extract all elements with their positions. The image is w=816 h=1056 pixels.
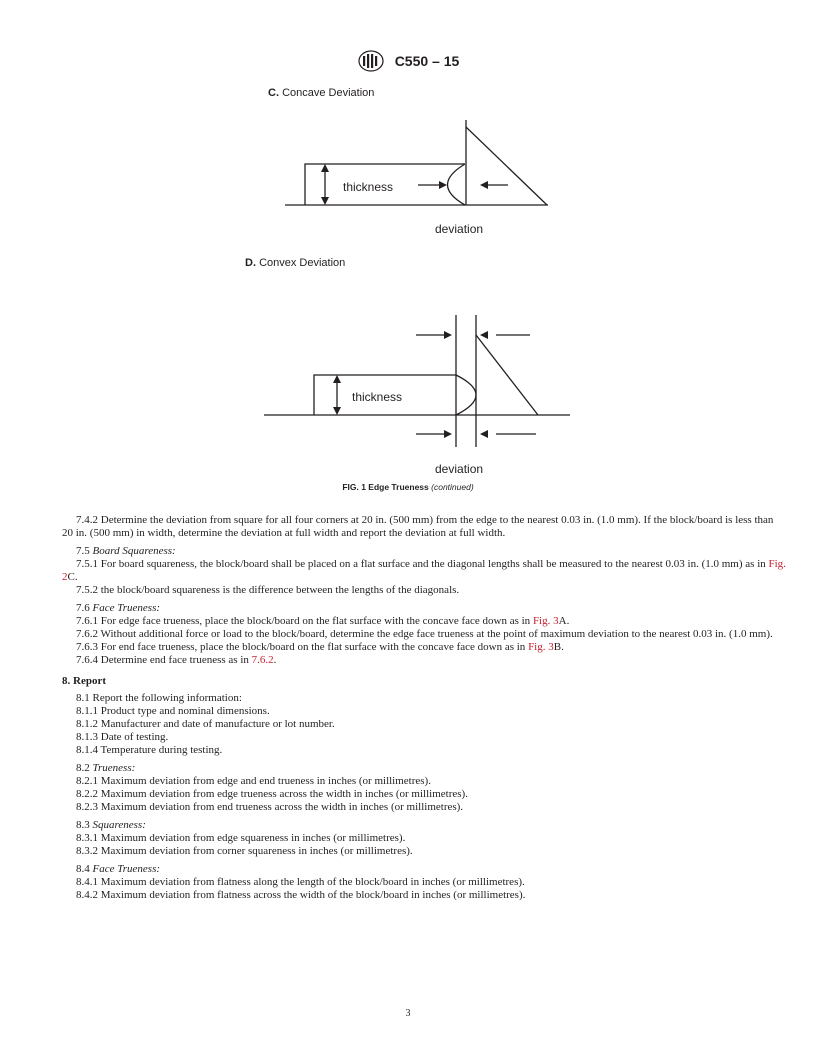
paragraph-7-6-4-suffix: .: [273, 654, 277, 666]
paragraph-7-6-1-suffix: A.: [558, 615, 570, 627]
paragraph-7-6-3-suffix: B.: [553, 641, 564, 653]
panel-d-title-text: Convex Deviation: [259, 257, 346, 269]
paragraph-7-5-1: [62, 558, 786, 584]
paragraph-7-4-2: 7.4.2 Determine the deviation from square for all four corners at 20 in. (500 mm) from the edge to the nearest 0.03 in. (1.0 mm). If the block/board is less than 20 in. (500 mm) in width, determine the deviation at full width and report the deviation at full width.: [62, 514, 774, 539]
paragraph-8-3-2: 8.3.2 Maximum deviation from corner squareness in inches (or millimetres).: [76, 845, 413, 857]
section-7-5-number: 7.5: [76, 545, 90, 557]
panel-d-letter: D.: [245, 257, 256, 269]
section-8-2-number: 8.2: [76, 762, 90, 774]
panel-c-deviation-label: deviation: [435, 222, 484, 236]
section-8-4-number: 8.4: [76, 863, 90, 875]
paragraph-8-4-1: 8.4.1 Maximum deviation from flatness along the length of the block/board in inches (or millimetres).: [76, 876, 525, 888]
panel-d-thickness-label: thickness: [352, 390, 403, 404]
paragraph-7-6-3: [62, 641, 786, 654]
panel-c-letter: C.: [268, 87, 279, 99]
section-7-6-heading: [62, 602, 786, 615]
fig-3-link[interactable]: Fig. 3: [528, 641, 554, 653]
section-8-3-title: Squareness:: [92, 819, 146, 831]
fig-2-link[interactable]: Fig. 2: [62, 558, 786, 583]
section-8-4-heading: [62, 863, 786, 876]
fig-3-link[interactable]: Fig. 3: [532, 615, 559, 627]
paragraph-7-6-3-text: 7.6.3 For end face trueness, place the block/board on the flat surface with the concave face down as in: [76, 641, 529, 653]
paragraph-8-2-3: 8.2.3 Maximum deviation from end trueness across the width in inches (or millimetres).: [76, 801, 464, 813]
section-8-heading: 8. Report: [62, 675, 106, 687]
section-8-2-heading: [62, 762, 786, 775]
panel-c-title-text: Concave Deviation: [282, 87, 375, 99]
paragraph-7-6-1-text: 7.6.1 For edge face trueness, place the block/board on the flat surface with the concave face down as in: [76, 615, 533, 627]
section-7-6-title: Face Trueness:: [92, 602, 161, 614]
section-8-3-number: 8.3: [76, 819, 90, 831]
paragraph-8-1-2: 8.1.2 Manufacturer and date of manufacture or lot number.: [76, 718, 335, 730]
panel-c-thickness-label: thickness: [343, 180, 394, 194]
paragraph-8-2-1: 8.2.1 Maximum deviation from edge and end trueness in inches (or millimetres).: [76, 775, 431, 787]
section-7-6-number: 7.6: [76, 602, 90, 614]
body-text: [62, 514, 786, 902]
convex-deviation-diagram: [0, 0, 816, 500]
paragraph-8-4-2: 8.4.2 Maximum deviation from flatness across the width of the block/board in inches (or millimetres).: [76, 889, 526, 901]
paragraph-8-1-1: 8.1.1 Product type and nominal dimensions.: [76, 705, 270, 717]
panel-d-deviation-label: deviation: [435, 462, 484, 476]
section-7-5-title: Board Squareness:: [92, 545, 176, 557]
section-7-6-2-link[interactable]: 7.6.2: [251, 654, 274, 666]
figure-caption-note: (continued): [431, 482, 474, 492]
paragraph-7-6-1: [62, 615, 786, 628]
section-8-4-title: Face Trueness:: [92, 863, 161, 875]
section-7-5-heading: [62, 545, 786, 558]
paragraph-7-5-1-text: 7.5.1 For board squareness, the block/board shall be placed on a flat surface and the diagonal lengths shall be measured to the nearest 0.03 in. (1.0 mm) as in: [76, 558, 769, 570]
section-8-2-title: Trueness:: [92, 762, 136, 774]
paragraph-7-6-4-text: 7.6.4 Determine end face trueness as in: [76, 654, 252, 666]
figure-caption-title: FIG. 1 Edge Trueness: [342, 482, 429, 492]
page-number: 3: [405, 1008, 411, 1019]
paragraph-8-1-4: 8.1.4 Temperature during testing.: [76, 744, 223, 756]
section-8-3-heading: [62, 819, 786, 832]
paragraph-7-5-2: 7.5.2 the block/board squareness is the difference between the lengths of the diagonals.: [76, 584, 460, 596]
paragraph-8-3-1: 8.3.1 Maximum deviation from edge squareness in inches (or millimetres).: [76, 832, 406, 844]
paragraph-8-1: 8.1 Report the following information:: [76, 692, 242, 704]
paragraph-8-2-2: 8.2.2 Maximum deviation from edge trueness across the width in inches (or millimetres).: [76, 788, 468, 800]
figure-caption: [0, 482, 816, 492]
standard-designation: C550 – 15: [394, 53, 460, 69]
paragraph-7-6-4: [62, 654, 786, 667]
paragraph-8-1-3: 8.1.3 Date of testing.: [76, 731, 169, 743]
paragraph-7-6-2: 7.6.2 Without additional force or load to the block/board, determine the edge face trueness at the point of maximum deviation to the nearest 0.03 in. (1.0 mm).: [76, 628, 773, 640]
paragraph-7-5-1-suffix: C.: [67, 571, 78, 583]
